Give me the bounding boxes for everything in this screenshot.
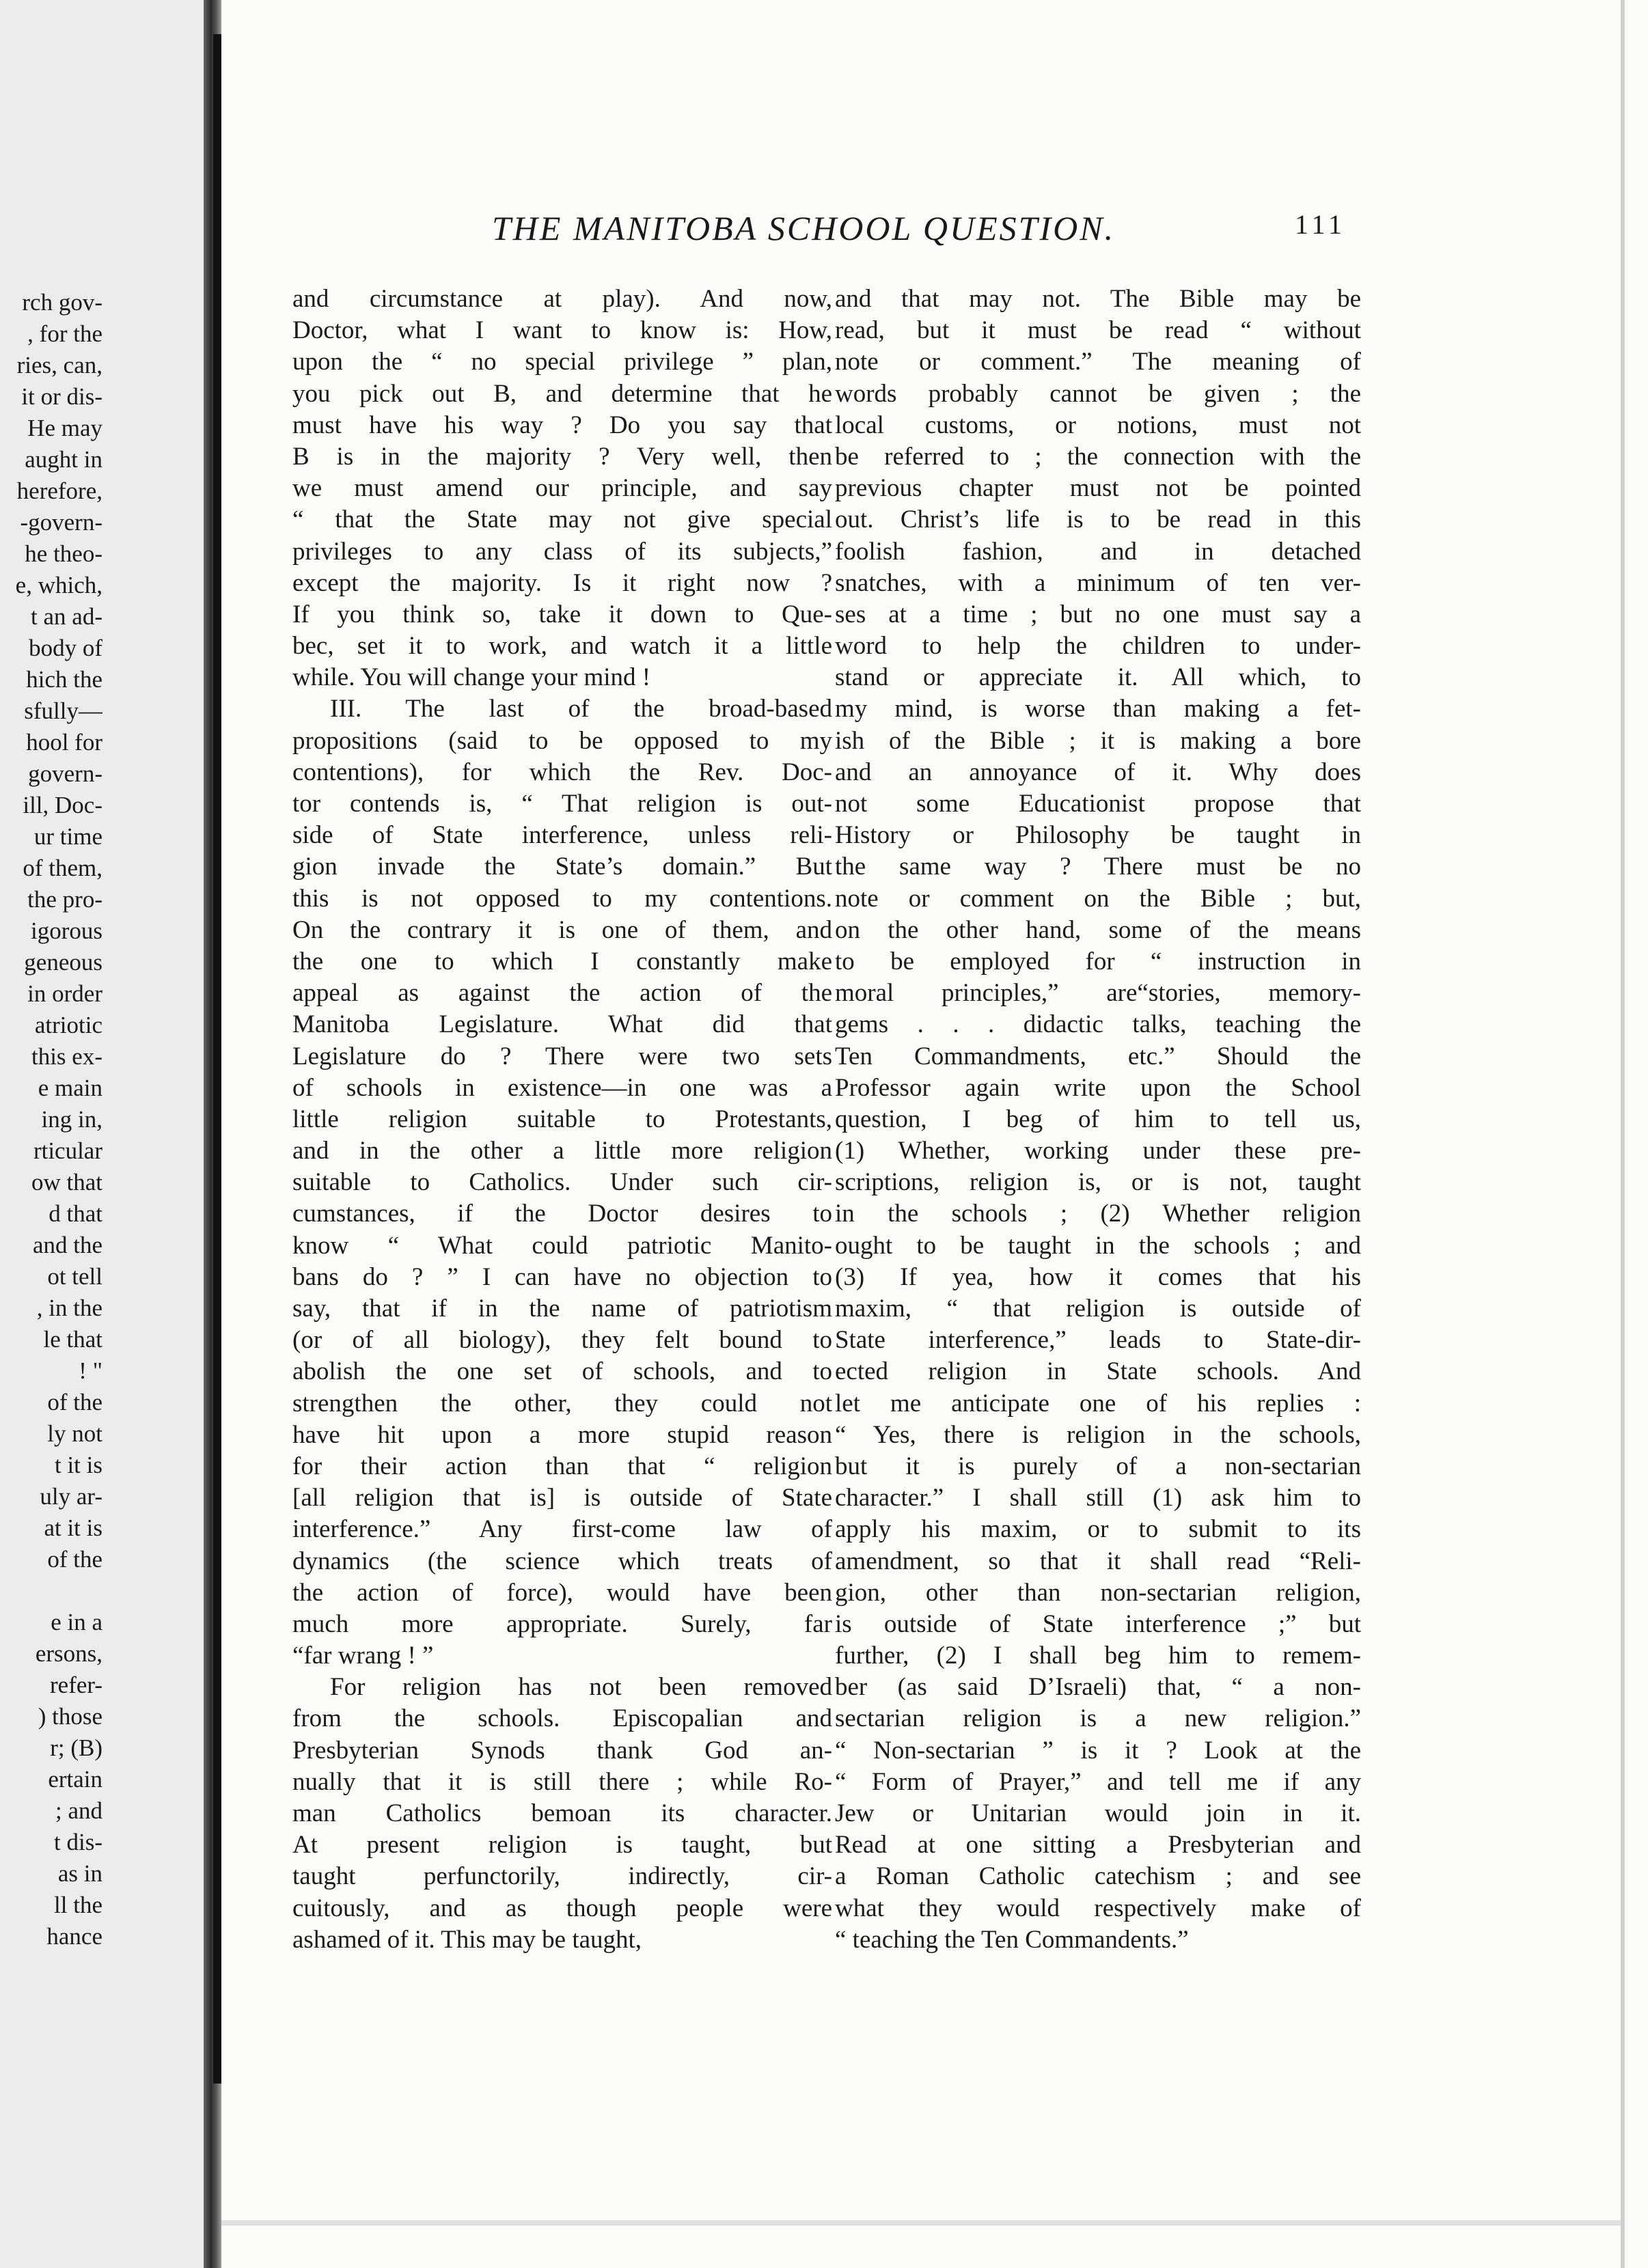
fragment-line: of the [47, 1389, 102, 1415]
text-line: cumstances, if the Doctor desires to [292, 1200, 832, 1228]
text-line: out. Christ’s life is to be read in this [835, 506, 1361, 534]
text-line: you pick out B, and determine that he [292, 379, 832, 408]
text-line: from the schools. Episcopalian and [292, 1704, 832, 1733]
fragment-line: refer- [50, 1672, 102, 1698]
text-line: Read at one sitting a Presbyterian and [835, 1831, 1361, 1859]
fragment-line: ; and [55, 1797, 102, 1824]
fragment-line: le that [43, 1326, 102, 1353]
fragment-line: e main [38, 1075, 102, 1101]
text-line: previous chapter must not be pointed [835, 474, 1361, 503]
text-line: gion, other than non-sectarian religion, [835, 1578, 1361, 1607]
text-line: strengthen the other, they could not [292, 1389, 832, 1418]
text-line: bans do ? ” I can have no objection to [292, 1262, 832, 1291]
text-line: At present religion is taught, but [292, 1831, 832, 1859]
text-line: interference.” Any first-come law of [292, 1515, 832, 1544]
text-line: and in the other a little more religion [292, 1137, 832, 1165]
text-line: of schools in existence—in one was a [292, 1073, 832, 1102]
text-column-left [292, 284, 832, 1956]
text-line: upon the “ no special privilege ” plan, [292, 348, 832, 376]
fragment-line: ly not [47, 1420, 102, 1447]
text-line: little religion suitable to Protestants, [292, 1105, 832, 1133]
fragment-line: r; (B) [50, 1734, 102, 1761]
page-bottom-edge [221, 2220, 1621, 2226]
text-line: “ Yes, there is religion in the schools, [835, 1420, 1361, 1449]
text-line: ses at a time ; but no one must say a [835, 600, 1361, 628]
text-line: nually that it is still there ; while Ro- [292, 1767, 832, 1796]
fragment-line: atriotic [34, 1012, 102, 1038]
fragment-line: t an ad- [31, 603, 102, 630]
text-line: what they would respectively make of [835, 1894, 1361, 1922]
text-line: gems . . . didactic talks, teaching the [835, 1010, 1361, 1039]
fragment-line: aught in [25, 446, 102, 473]
text-line: the action of force), would have been [292, 1578, 832, 1607]
fragment-line: this ex- [31, 1043, 102, 1070]
fragment-line: igorous [31, 917, 102, 944]
fragment-line: ll the [54, 1892, 102, 1918]
text-line: Professor again write upon the School [835, 1073, 1361, 1102]
text-line: ected religion in State schools. And [835, 1357, 1361, 1386]
text-line: If you think so, take it down to Que- [292, 600, 832, 628]
text-line: while. You will change your mind ! [292, 663, 651, 692]
text-line: ber (as said D’Israeli) that, “ a non- [835, 1673, 1361, 1702]
fragment-line: hance [46, 1923, 102, 1950]
fragment-line: rch gov- [22, 289, 102, 316]
fragment-line: e in a [51, 1609, 102, 1635]
fragment-line: e, which, [15, 572, 102, 598]
fragment-line: ur time [33, 823, 102, 850]
text-line: State interference,” leads to State-dir- [835, 1326, 1361, 1355]
text-line: “ Form of Prayer,” and tell me if any [835, 1767, 1361, 1796]
text-line: B is in the majority ? Very well, then [292, 442, 832, 471]
page-edge [1621, 0, 1625, 2268]
text-line: taught perfunctorily, indirectly, cir- [292, 1862, 832, 1891]
fragment-line: in order [27, 980, 102, 1007]
text-line: appeal as against the action of the [292, 979, 832, 1008]
text-line: contentions), for which the Rev. Doc- [292, 758, 832, 786]
text-line: we must amend our principle, and say [292, 474, 832, 503]
text-line: know “ What could patriotic Manito- [292, 1231, 832, 1260]
text-line: bec, set it to work, and watch it a little [292, 632, 832, 661]
text-line: moral principles,” are“stories, memory- [835, 979, 1361, 1008]
text-line: Manitoba Legislature. What did that [292, 1010, 832, 1039]
text-line: to be employed for “ instruction in [835, 947, 1361, 976]
text-line: the same way ? There must be no [835, 853, 1361, 881]
fragment-line: he theo- [25, 540, 102, 567]
fragment-line: ing in, [41, 1106, 102, 1133]
text-line: be referred to ; the connection with the [835, 442, 1361, 471]
fragment-line: , for the [27, 320, 102, 347]
text-line: on the other hand, some of the means [835, 915, 1361, 944]
text-line: abolish the one set of schools, and to [292, 1357, 832, 1386]
text-line: a Roman Catholic catechism ; and see [835, 1862, 1361, 1891]
text-line: Doctor, what I want to know is: How, [292, 316, 832, 345]
text-line: Legislature do ? There were two sets [292, 1042, 832, 1070]
fragment-line: ) those [38, 1703, 102, 1730]
text-line: “ Non-sectarian ” is it ? Look at the [835, 1736, 1361, 1765]
text-line: stand or appreciate it. All which, to [835, 663, 1361, 692]
text-line: this is not opposed to my contentions. [292, 884, 832, 913]
text-line: tor contends is, “ That religion is out- [292, 790, 832, 818]
fragment-line: ertain [48, 1766, 102, 1793]
fragment-line: hich the [26, 666, 102, 693]
fragment-line: of the [47, 1546, 102, 1573]
fragment-line: ow that [31, 1169, 102, 1195]
text-line: side of State interference, unless reli- [292, 821, 832, 850]
text-line: ought to be taught in the schools ; and [835, 1231, 1361, 1260]
fragment-line: uly ar- [40, 1483, 102, 1510]
text-line: character.” I shall still (1) ask him to [835, 1484, 1361, 1512]
text-line: gion invade the State’s domain.” But [292, 853, 832, 881]
text-line: III. The last of the broad-based [330, 695, 832, 723]
text-line: History or Philosophy be taught in [835, 821, 1361, 850]
text-line: [all religion that is] is outside of State [292, 1484, 832, 1512]
text-line: except the majority. Is it right now ? [292, 568, 832, 597]
text-line: “ that the State may not give special [292, 506, 832, 534]
text-line: “ teaching the Ten Commandents.” [835, 1925, 1189, 1954]
text-line: propositions (said to be opposed to my [292, 726, 832, 755]
text-line: privileges to any class of its subjects,” [292, 537, 832, 566]
page-number: 111 [1295, 209, 1347, 240]
gutter-line [213, 34, 221, 2084]
fragment-line: of them, [23, 855, 102, 881]
text-line: is outside of State interference ;” but [835, 1609, 1361, 1638]
text-line: cuitously, and as though people were [292, 1894, 832, 1922]
text-line: my mind, is worse than making a fet- [835, 695, 1361, 723]
text-line: sectarian religion is a new religion.” [835, 1704, 1361, 1733]
text-line: and an annoyance of it. Why does [835, 758, 1361, 786]
text-line: man Catholics bemoan its character. [292, 1799, 832, 1827]
fragment-line: the pro- [27, 886, 102, 913]
text-line: have hit upon a more stupid reason [292, 1420, 832, 1449]
fragment-line: sfully— [24, 697, 102, 724]
text-line: (1) Whether, working under these pre- [835, 1137, 1361, 1165]
text-line: ashamed of it. This may be taught, [292, 1925, 642, 1954]
fragment-line: and the [32, 1232, 102, 1258]
text-line: suitable to Catholics. Under such cir- [292, 1168, 832, 1197]
fragment-line: ot tell [47, 1263, 102, 1290]
text-line: local customs, or notions, must not [835, 411, 1361, 439]
text-line: and circumstance at play). And now, [292, 285, 832, 313]
fragment-line: hool for [26, 729, 102, 756]
text-line: question, I beg of him to tell us, [835, 1105, 1361, 1133]
text-line: (3) If yea, how it comes that his [835, 1262, 1361, 1291]
text-line: amendment, so that it shall read “Reli- [835, 1547, 1361, 1575]
fragment-line: ries, can, [16, 352, 102, 378]
text-line: “far wrang ! ” [292, 1642, 434, 1670]
fragment-line: it or dis- [21, 383, 102, 410]
fragment-line: geneous [24, 949, 102, 976]
text-line: note or comment.” The meaning of [835, 348, 1361, 376]
text-line: apply his maxim, or to submit to its [835, 1515, 1361, 1544]
fragment-line: d that [49, 1200, 102, 1227]
fragment-line: ! " [79, 1357, 102, 1384]
text-line: dynamics (the science which treats of [292, 1547, 832, 1575]
fragment-line: at it is [44, 1515, 102, 1541]
running-head: THE MANITOBA SCHOOL QUESTION. [492, 209, 1116, 247]
text-line: (or of all biology), they felt bound to [292, 1326, 832, 1355]
text-line: words probably cannot be given ; the [835, 379, 1361, 408]
text-line: for their action than that “ religion [292, 1452, 832, 1480]
fragment-line: as in [57, 1860, 102, 1887]
text-line: further, (2) I shall beg him to remem- [835, 1642, 1361, 1670]
text-line: but it is purely of a non-sectarian [835, 1452, 1361, 1480]
facing-page-text-fragment [0, 287, 102, 1952]
text-line: read, but it must be read “ without [835, 316, 1361, 345]
text-line: in the schools ; (2) Whether religion [835, 1200, 1361, 1228]
text-line: let me anticipate one of his replies : [835, 1389, 1361, 1418]
fragment-line: ill, Doc- [23, 792, 102, 818]
text-line: foolish fashion, and in detached [835, 537, 1361, 566]
text-line: snatches, with a minimum of ten ver- [835, 568, 1361, 597]
fragment-line: herefore, [16, 478, 102, 504]
text-line: Presbyterian Synods thank God an- [292, 1736, 832, 1765]
fragment-line: He may [27, 415, 102, 441]
text-line: scriptions, religion is, or is not, taught [835, 1168, 1361, 1197]
fragment-line [0, 1575, 102, 1607]
text-line: ish of the Bible ; it is making a bore [835, 726, 1361, 755]
fragment-line: body of [29, 635, 102, 661]
text-line: Jew or Unitarian would join in it. [835, 1799, 1361, 1827]
text-line: maxim, “ that religion is outside of [835, 1295, 1361, 1323]
text-line: and that may not. The Bible may be [835, 285, 1361, 313]
text-line: Ten Commandments, etc.” Should the [835, 1042, 1361, 1070]
text-line: For religion has not been removed [330, 1673, 832, 1702]
fragment-line: ersons, [35, 1640, 102, 1667]
text-line: the one to which I constantly make [292, 947, 832, 976]
text-line: On the contrary it is one of them, and [292, 915, 832, 944]
text-line: not some Educationist propose that [835, 790, 1361, 818]
fragment-line: t it is [54, 1452, 102, 1478]
text-line: word to help the children to under- [835, 632, 1361, 661]
text-line: must have his way ? Do you say that [292, 411, 832, 439]
text-line: say, that if in the name of patriotism [292, 1295, 832, 1323]
text-line: note or comment on the Bible ; but, [835, 884, 1361, 913]
fragment-line: rticular [33, 1137, 102, 1164]
text-line: much more appropriate. Surely, far [292, 1609, 832, 1638]
fragment-line: -govern- [20, 509, 102, 536]
fragment-line: govern- [28, 760, 102, 787]
fragment-line: t dis- [54, 1829, 102, 1855]
text-column-right [835, 284, 1361, 1956]
fragment-line: , in the [36, 1295, 102, 1321]
